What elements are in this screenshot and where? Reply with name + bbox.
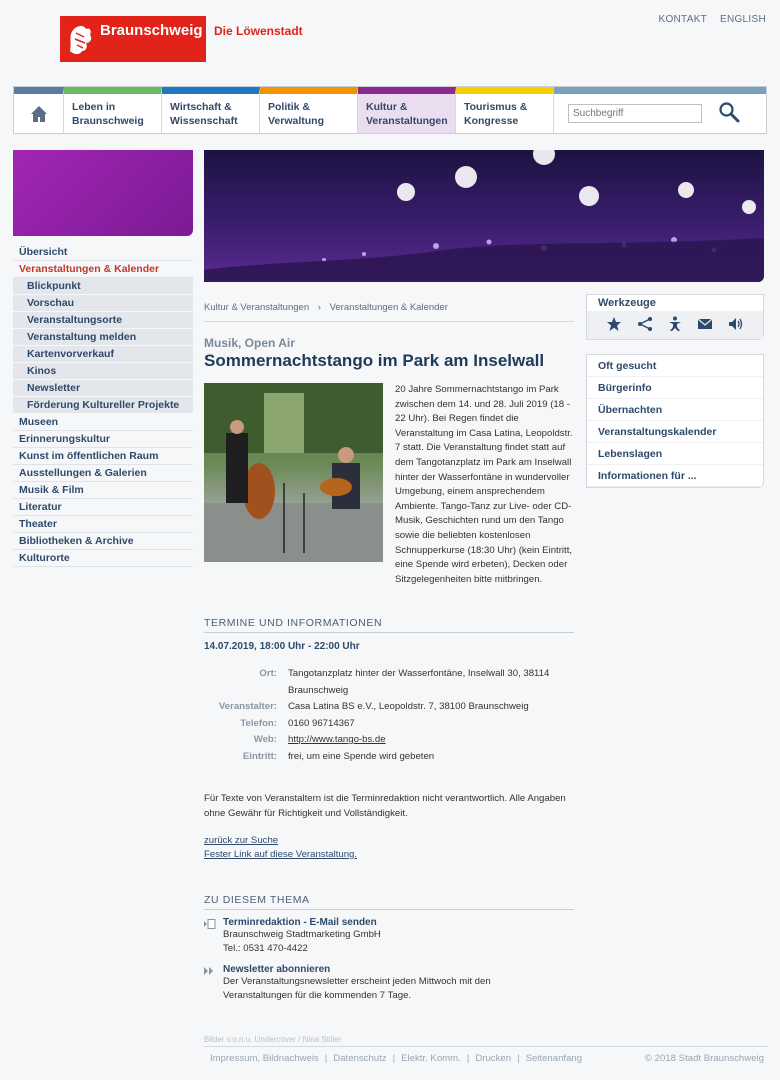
theme-item-line: Tel.: 0531 470-4422: [223, 943, 308, 954]
sidebar-item-kulturorte[interactable]: Kulturorte: [13, 550, 193, 567]
quicklink-oft-gesucht[interactable]: Oft gesucht: [587, 355, 763, 377]
article-body: [204, 383, 574, 587]
info-value: Casa Latina BS e.V., Leopoldstr. 7, 38100 Braunschweig: [288, 701, 529, 712]
sidebar-item-literatur[interactable]: Literatur: [13, 499, 193, 516]
mail-doc-icon: [204, 919, 216, 932]
tools-box: [586, 294, 764, 340]
nav-label: Leben in: [72, 101, 116, 113]
sidebar-item-veranstaltungsorte[interactable]: Veranstaltungsorte: [13, 312, 193, 329]
quicklink-buergerinfo[interactable]: Bürgerinfo: [587, 377, 763, 399]
footer-link-elektr[interactable]: Elektr. Komm.: [401, 1053, 461, 1064]
info-row-telefon: [204, 716, 574, 733]
logo[interactable]: [60, 16, 306, 62]
theme-item-line: Braunschweig Stadtmarketing GmbH: [223, 929, 381, 940]
nav-label: Wirtschaft &: [170, 101, 232, 113]
logo-mark: [60, 16, 206, 62]
main-nav: [13, 86, 767, 134]
quicklink-veranstaltungskalender[interactable]: Veranstaltungskalender: [587, 421, 763, 443]
sidebar-item-blickpunkt[interactable]: Blickpunkt: [13, 278, 193, 295]
nav-kultur[interactable]: [358, 87, 456, 133]
english-link[interactable]: ENGLISH: [719, 14, 766, 25]
sidebar-item-erinnerungskultur[interactable]: Erinnerungskultur: [13, 431, 193, 448]
sidebar-item-bibliotheken[interactable]: Bibliotheken & Archive: [13, 533, 193, 550]
info-row-eintritt: [204, 749, 574, 766]
home-button[interactable]: [14, 87, 64, 133]
nav-label: Kongresse: [464, 115, 519, 127]
theme-heading: ZU DIESEM THEMA: [204, 894, 574, 910]
info-value: frei, um eine Spende wird gebeten: [288, 750, 435, 762]
article-links: [204, 834, 357, 861]
nav-tourismus[interactable]: [456, 87, 554, 133]
quicklinks-box: [586, 354, 764, 488]
search-button[interactable]: [718, 101, 740, 126]
tools-bar: [587, 311, 763, 339]
sidebar-item-uebersicht[interactable]: Übersicht: [13, 244, 193, 261]
info-row-web: [204, 732, 574, 749]
event-date: 14.07.2019, 18:00 Uhr - 22:00 Uhr: [204, 641, 360, 652]
info-value: 0160 96714367: [288, 717, 355, 729]
mail-icon[interactable]: [697, 316, 713, 335]
image-credit: Bilder v.o.n.u. Undercover / Nina Stiller: [204, 1035, 342, 1044]
info-label: Ort:: [259, 668, 277, 679]
article-kicker: Musik, Open Air: [204, 336, 295, 350]
top-links: [648, 14, 766, 25]
info-label: Eintritt:: [242, 750, 277, 762]
sidebar-menu: [13, 244, 193, 567]
disclaimer-text: Für Texte von Veranstaltern ist die Terminredaktion nicht verantwortlich. Alle Angaben ohne Gewähr für Richtigkeit und Vollständigkeit.: [204, 793, 566, 819]
tools-title: Werkzeuge: [598, 297, 656, 309]
nav-label: Wissenschaft: [170, 115, 238, 127]
speaker-icon[interactable]: [728, 316, 744, 335]
event-info: [204, 666, 574, 765]
sidebar-item-theater[interactable]: Theater: [13, 516, 193, 533]
page-title: Sommernachtstango im Park am Inselwall: [204, 351, 545, 370]
hero-image: [204, 150, 764, 282]
accessibility-icon[interactable]: [667, 316, 683, 335]
permalink-link[interactable]: Fester Link auf diese Veranstaltung.: [204, 848, 358, 860]
share-icon[interactable]: [637, 316, 653, 335]
logo-tagline: Die Löwenstadt: [214, 24, 303, 38]
double-arrow-icon: [204, 966, 216, 979]
sidebar-item-veranstaltung-melden[interactable]: Veranstaltung melden: [13, 329, 193, 346]
breadcrumb-item[interactable]: Veranstaltungen & Kalender: [329, 302, 448, 313]
home-icon: [29, 104, 49, 124]
sidebar-item-ausstellungen[interactable]: Ausstellungen & Galerien: [13, 465, 193, 482]
sidebar-item-newsletter[interactable]: Newsletter: [13, 380, 193, 397]
nav-label: Politik &: [268, 101, 311, 113]
info-label: Telefon:: [240, 717, 277, 729]
logo-text: Braunschweig: [100, 22, 203, 39]
breadcrumb: [204, 302, 574, 322]
nav-label: Veranstaltungen: [366, 115, 448, 127]
info-row-ort: [204, 666, 574, 699]
termine-heading: TERMINE UND INFORMATIONEN: [204, 617, 574, 633]
sidebar-item-veranstaltungen[interactable]: Veranstaltungen & Kalender: [13, 261, 193, 278]
nav-label: Verwaltung: [268, 115, 325, 127]
breadcrumb-item[interactable]: Kultur & Veranstaltungen: [204, 302, 310, 313]
nav-label: Kultur &: [366, 101, 408, 113]
kontakt-link[interactable]: KONTAKT: [658, 14, 707, 25]
theme-item-line: Veranstaltungen für die kommenden 7 Tage.: [223, 990, 412, 1001]
footer-link-drucken[interactable]: Drucken: [475, 1053, 512, 1064]
theme-item-title[interactable]: Terminredaktion - E-Mail senden: [223, 917, 377, 928]
sidebar-item-foerderung[interactable]: Förderung Kultureller Projekte: [13, 397, 193, 414]
lion-icon: [66, 21, 94, 57]
sidebar-item-vorschau[interactable]: Vorschau: [13, 295, 193, 312]
quicklink-informationen[interactable]: Informationen für ...: [587, 465, 763, 487]
sidebar-item-kunst[interactable]: Kunst im öffentlichen Raum: [13, 448, 193, 465]
article-body-text: 20 Jahre Sommernachtstango im Park zwischen dem 14. und 28. Juli 2019 (18 - 22 Uhr). Bei Regen findet die Veranstaltung im Casa Latina, Leopoldstr. 7 statt. Die Veranstaltung findet statt auf dem Tangotanzplatz im Park am Inselwall hinter der Wasserfontäne in wundervoller Umgebung, einem ansprechendem Ambiente. Tango-Tanz zur Live- oder CD-Musik, Geschichten rund um den Tango sowie die beliebten kostenlosen Schnupperkurse (18:30 Uhr) (kein Eintritt, eine Spende wird erbeten), Decken oder Sitzgelegenheiten bitte mitbringen.: [395, 384, 573, 585]
nav-label: Braunschweig: [72, 115, 144, 127]
nav-leben[interactable]: [64, 87, 162, 133]
info-value: Tangotanzplatz hinter der Wasserfontäne, Inselwall 30, 38114 Braunschweig: [288, 668, 550, 696]
footer: Impressum, Bildnachweis | Datenschutz | Elektr. Komm. | Drucken | Seitenanfang © 2018 Stadt Braunschweig: [204, 1046, 768, 1064]
footer-link-impressum[interactable]: Impressum, Bildnachweis: [210, 1053, 319, 1064]
search-input[interactable]: [568, 104, 702, 123]
search-area: [554, 87, 766, 133]
nav-politik[interactable]: [260, 87, 358, 133]
chevron-right-icon: ›: [317, 302, 321, 313]
nav-wirtschaft[interactable]: [162, 87, 260, 133]
theme-item-title[interactable]: Newsletter abonnieren: [223, 964, 331, 975]
theme-item-newsletter: [204, 964, 574, 1003]
nav-label: Tourismus &: [464, 101, 528, 113]
info-label: Web:: [253, 734, 277, 745]
theme-item-line: Der Veranstaltungsnewsletter erscheint jeden Mittwoch mit den: [223, 976, 491, 987]
info-label: Veranstalter:: [218, 701, 277, 712]
theme-item-mail: [204, 917, 574, 956]
sidebar-item-kinos[interactable]: Kinos: [13, 363, 193, 380]
sidebar-item-musik-film[interactable]: Musik & Film: [13, 482, 193, 499]
footer-link-seitenanfang[interactable]: Seitenanfang: [525, 1053, 583, 1064]
sidebar-item-kartenvorverkauf[interactable]: Kartenvorverkauf: [13, 346, 193, 363]
star-icon[interactable]: [606, 316, 622, 335]
sidebar-item-museen[interactable]: Museen: [13, 414, 193, 431]
info-row-veranstalter: [204, 699, 574, 716]
quicklink-lebenslagen[interactable]: Lebenslagen: [587, 443, 763, 465]
footer-link-datenschutz[interactable]: Datenschutz: [333, 1053, 387, 1064]
search-icon: [718, 101, 740, 123]
sidebar-banner: [13, 150, 193, 236]
web-link[interactable]: http://www.tango-bs.de: [288, 734, 386, 745]
copyright: © 2018 Stadt Braunschweig: [644, 1053, 764, 1064]
back-to-search-link[interactable]: zurück zur Suche: [204, 835, 279, 846]
quicklink-uebernachten[interactable]: Übernachten: [587, 399, 763, 421]
